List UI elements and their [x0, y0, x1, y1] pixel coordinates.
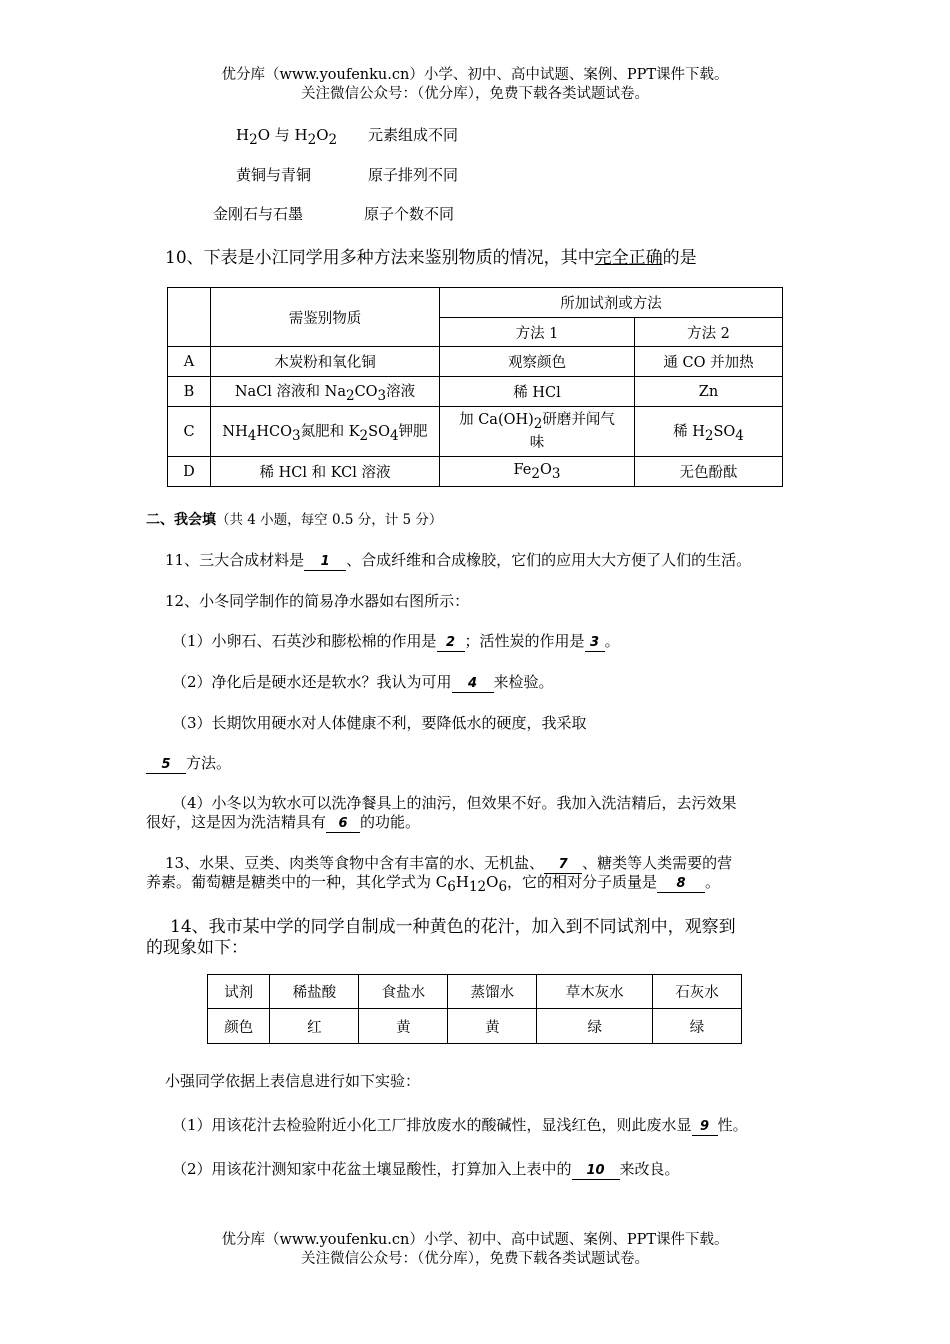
answer-blank-4: 4 — [452, 676, 494, 693]
table-color-row: 颜色 红 黄 黄 绿 绿 — [208, 1009, 742, 1044]
answer-blank-10: 10 — [572, 1163, 620, 1180]
question-13-cont: 养素。葡萄糖是糖类中的一种，其化学式为 $C_6H_{12}O_6$，它的相对分子质量是 8 。 — [146, 873, 721, 895]
answer-blank-6: 6 — [326, 816, 360, 833]
section-2-title: 二、我会填（共 4 小题，每空 0.5 分，计 5 分） — [146, 512, 443, 528]
table-row-b: B NaCl 溶液和 $Na_2CO_3$溶液 稀 HCl Zn — [168, 377, 783, 407]
question-14-part-2: （2）用该花汁测知家中花盆土壤显酸性，打算加入上表中的 10 来改良。 — [172, 1160, 680, 1178]
question-12-part-3-cont: 5 方法。 — [146, 752, 231, 774]
pair-2-reason: 原子排列不同 — [368, 166, 459, 184]
header-line-2: 关注微信公众号：（优分库），免费下载各类试题试卷。 — [301, 86, 649, 102]
table-row-a: A 木炭粉和氧化铜 观察颜色 通 CO 并加热 — [168, 347, 783, 377]
question-14: 14、我市某中学的同学自制成一种黄色的花汁，加入到不同试剂中，观察到 — [170, 917, 736, 937]
pair-3: 金刚石与石墨 — [213, 205, 304, 223]
col-method-1: 方法 1 — [440, 318, 635, 347]
question-14-intro: 小强同学依据上表信息进行如下实验： — [165, 1072, 421, 1090]
question-12-part-1: （1）小卵石、石英沙和膨松棉的作用是 2 ；活性炭的作用是 3 。 — [172, 632, 620, 650]
col-method-2: 方法 2 — [635, 318, 783, 347]
emphasis-underline: 完全正确 — [594, 248, 663, 268]
table-row-c: C $NH_4HCO_3$氮肥和 $K_2SO_4$钾肥 加 $Ca(OH)_2$研磨并闻气 味 稀 $H_2SO_4$ — [168, 407, 783, 457]
question-12-part-4: （4）小冬以为软水可以洗净餐具上的油污，但效果不好。我加入洗洁精后，去污效果 — [172, 794, 737, 812]
question-11: 11、三大合成材料是 1 、合成纤维和合成橡胶，它们的应用大大方便了人们的生活。 — [165, 551, 752, 569]
pair-3-reason: 原子个数不同 — [364, 205, 455, 223]
answer-blank-1: 1 — [304, 554, 346, 571]
pair-1-reason: 元素组成不同 — [368, 126, 459, 144]
page-header — [0, 66, 950, 104]
question-12-part-3: （3）长期饮用硬水对人体健康不利，要降低水的硬度，我采取 — [172, 714, 587, 732]
question-14-cont: 的现象如下： — [146, 938, 248, 958]
page-footer — [0, 1231, 950, 1269]
question-10: 10、下表是小江同学用多种方法来鉴别物质的情况，其中完全正确的是 — [165, 248, 697, 268]
answer-blank-5: 5 — [146, 757, 186, 774]
footer-line-1: 优分库（www.youfenku.cn）小学、初中、高中试题、案例、PPT课件下载。 — [221, 1232, 729, 1248]
answer-blank-9: 9 — [692, 1119, 718, 1136]
col-group: 所加试剂或方法 — [440, 288, 783, 318]
col-substance: 需鉴别物质 — [211, 288, 440, 347]
table-row-d: D 稀 HCl 和 KCl 溶液 $Fe_2O_3$ 无色酚酞 — [168, 457, 783, 487]
pair-1: $H_2O$ 与 $H_2O_2$ — [236, 126, 338, 148]
answer-blank-2: 2 — [437, 635, 465, 652]
footer-line-2: 关注微信公众号：（优分库），免费下载各类试题试卷。 — [301, 1251, 649, 1267]
table-header-row: 试剂 稀盐酸 食盐水 蒸馏水 草木灰水 石灰水 — [208, 975, 742, 1009]
identification-table — [167, 287, 783, 487]
question-14-part-1: （1）用该花汁去检验附近小化工厂排放废水的酸碱性，显浅红色，则此废水显 9 性。 — [172, 1116, 748, 1134]
answer-blank-7: 7 — [544, 857, 582, 874]
header-line-1: 优分库（www.youfenku.cn）小学、初中、高中试题、案例、PPT课件下载。 — [221, 67, 729, 83]
answer-blank-8: 8 — [657, 876, 705, 893]
question-12: 12、小冬同学制作的简易净水器如右图所示： — [165, 592, 470, 610]
question-12-part-2: （2）净化后是硬水还是软水？我认为可用 4 来检验。 — [172, 673, 554, 691]
answer-blank-3: 3 — [585, 635, 605, 652]
pair-2: 黄铜与青铜 — [236, 166, 312, 184]
question-12-part-4-cont: 很好，这是因为洗洁精具有 6 的功能。 — [146, 813, 421, 831]
question-13: 13、水果、豆类、肉类等食物中含有丰富的水、无机盐、 7 、糖类等人类需要的营 — [165, 854, 733, 872]
flower-juice-table — [207, 974, 742, 1044]
